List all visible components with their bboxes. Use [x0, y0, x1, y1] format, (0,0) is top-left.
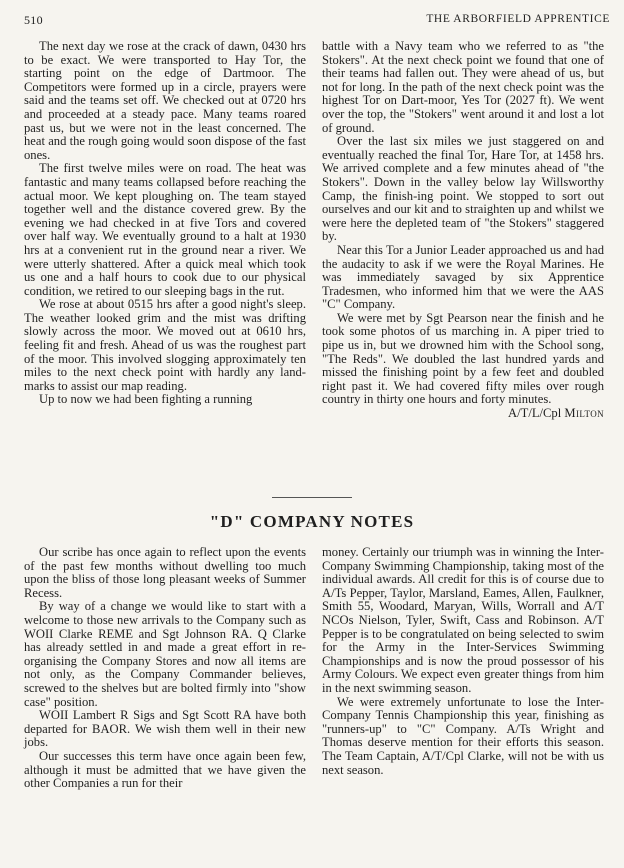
page-number: 510: [24, 13, 43, 27]
paragraph: The first twelve miles were on road. The heat was fantastic and many teams collapsed before reaching the actual moor. We kept ploughing on. The team stayed together well and the distance covered grew. By the evening we had checked in at five Tors and covered over half way. We eventually ground to a halt at 1930 hrs at a convenient rut in the ground near a river. We were utterly shattered. After a quick meal which took us one and a half hours to cook due to our physical condition, we retired to our sleeping bags in the rut.: [24, 161, 306, 298]
signature-name: Milton: [564, 406, 604, 421]
paragraph-continuation: battle with a Navy team who we referred to as "the Stokers". At the next check point we found that one of their teams had fallen out. They were ahead of us, but not for long. In the path of the next check point was the highest Tor on Dart-moor, Yes Tor (2027 ft). We went over the top, the "Stokers" went around it and lost a lot of ground.: [322, 39, 604, 135]
paragraph: Up to now we had been fighting a running: [39, 392, 253, 407]
paragraph: The next day we rose at the crack of dawn, 0430 hrs to be exact. We were transported to Hay Tor, the starting point on the edge of Dartmoor. The Competitors were formed up in a circle, prayers were said and the teams set off. We checked out at 0720 hrs and proceeded at a steady pace. Many teams roared past us, but we were not in the least concerned. The heat and the rough going would soon dispose of the fast ones.: [24, 39, 306, 162]
article1-column-left: [24, 40, 306, 407]
paragraph: By way of a change we would like to start with a welcome to those new arrivals to the Company such as WOII Clarke REME and Sgt Johnson RA. Q Clarke has already settled in and made a great effort in re-organising the Company Stores and now all items are not only, as the Company Commander believes, screwed to the shelves but are bolted firmly into "show case" position.: [24, 599, 306, 709]
paragraph: We rose at about 0515 hrs after a good night's sleep. The weather looked grim and the mist was drifting slowly across the moor. We moved out at 0610 hrs, feeling fit and fresh. Ahead of us was the roughest part of the moor. This involved slogging approximately ten miles to the next check point with hardly any land-marks to assist our map reading.: [24, 297, 306, 393]
paragraph: WOII Lambert R Sigs and Sgt Scott RA have both departed for BAOR. We wish them well in their new jobs.: [24, 708, 306, 750]
author-signature: [322, 407, 604, 421]
article2-column-right: [322, 546, 604, 777]
paragraph-continuation: money. Certainly our triumph was in winning the Inter-Company Swimming Championship, taking most of the individual awards. All credit for this is of course due to A/Ts Pepper, Taylor, Marsland, Eames, Allen, Faulkner, Smith 55, Woodard, Maryan, Wills, Worrall and A/T NCOs Nielson, Tyler, Swift, Cass and Robinson. A/T Pepper is to be congratulated on being selected to swim for the Army in the Inter-Services Swimming Championships and is now the proud possessor of his Army Colours. We expect even greater things from him in the next swimming season.: [322, 545, 604, 695]
paragraph: Over the last six miles we just staggered on and eventually reached the final Tor, Hare Tor, at 1458 hrs. We arrived complete and a few minutes ahead of "the Stokers". Down in the valley below lay Willsworthy Camp, the finish-ing point. We stopped to sort out ourselves and our kit and to straighten up and whilst we were here the depleted team of "the Stokers" staggered by.: [322, 134, 604, 244]
paragraph: Our successes this term have once again been few, although it must be admitted that we have given the other Companies a run for their: [24, 748, 306, 791]
section-title: "D" COMPANY NOTES: [209, 512, 415, 531]
paragraph: We were met by Sgt Pearson near the finish and he took some photos of us marching in. A piper tried to pipe us in, but we drowned him with the School song, "The Reds". We doubled the last hundred yards and missed the finishing point by a few feet and doubled right past it. We had covered fifty miles over rough country in thirty one hours and forty minutes.: [322, 310, 604, 407]
paragraph: Our scribe has once again to reflect upon the events of the past few months without dwelling too much upon the bliss of those long pleasant weeks of Summer Recess.: [24, 545, 306, 600]
article1-column-right: [322, 40, 604, 421]
paragraph: We were extremely unfortunate to lose the Inter-Company Tennis Championship this year, finishing as "runners-up" to "C" Company. A/Ts Wright and Thomas deserve mention for their efforts this season. The Team Captain, A/T/Cpl Clarke, will not be with us next season.: [322, 694, 604, 777]
paragraph: Near this Tor a Junior Leader approached us and had the audacity to ask if we were the Royal Marines. He was immediately savaged by six Apprentice Tradesmen, who informed him that we were the AAS "C" Company.: [322, 242, 604, 312]
signature-rank: A/T/L/Cpl: [508, 406, 562, 421]
running-head: THE ARBORFIELD APPRENTICE: [426, 13, 610, 25]
section-divider: [272, 497, 352, 498]
article2-column-left: [24, 546, 306, 791]
